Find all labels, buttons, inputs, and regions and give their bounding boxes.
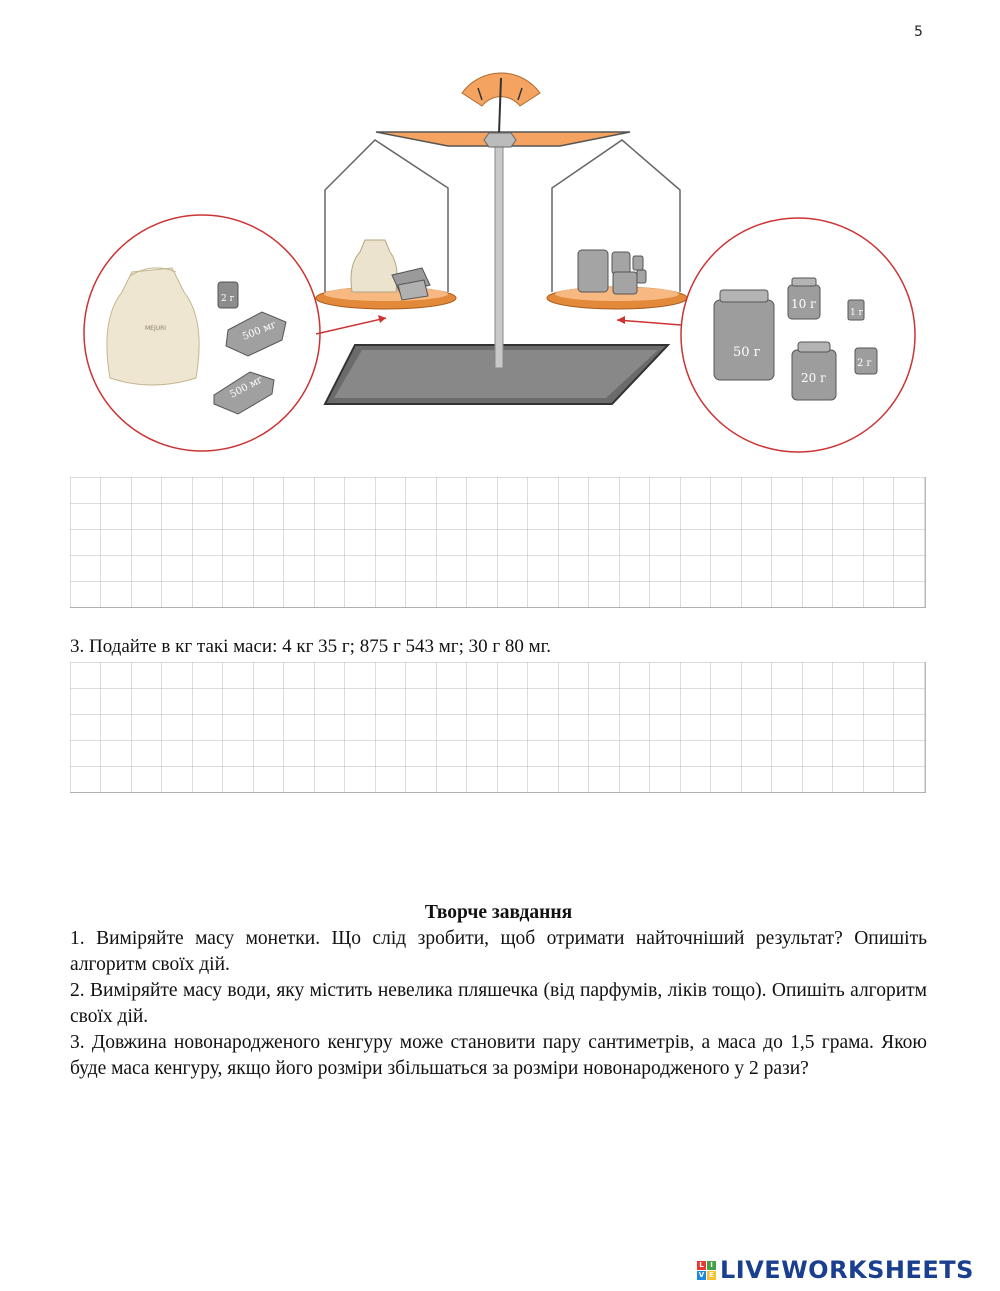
svg-text:2 г: 2 г bbox=[221, 294, 235, 304]
liveworksheets-logo bbox=[697, 1256, 974, 1284]
page-number: 5 bbox=[914, 24, 923, 40]
creative-task-section bbox=[70, 900, 927, 1082]
svg-text:10 г: 10 г bbox=[791, 297, 817, 311]
creative-item-1: 1. Виміряйте масу монетки. Що слід зробити, щоб отримати найточніший результат? Опишіть алгоритм своїх дій. bbox=[70, 928, 927, 975]
svg-text:2 г: 2 г bbox=[857, 358, 872, 369]
scale-post bbox=[495, 138, 503, 368]
logo-text: LIVEWORKSHEETS bbox=[720, 1256, 974, 1284]
balance-scale-illustration bbox=[0, 0, 1000, 460]
bag-label: MEJURI bbox=[145, 325, 167, 332]
small-weight-50 bbox=[578, 250, 608, 292]
svg-text:20 г: 20 г bbox=[801, 371, 827, 385]
svg-text:50 г: 50 г bbox=[733, 345, 761, 360]
logo-block-icon: L I V E bbox=[697, 1261, 716, 1280]
creative-item-3: 3. Довжина новонародженого кенгуру може становити пару сантиметрів, а маса до 1,5 грама. Якою буде маса кенгуру, якщо його розміри збільшаться за розміри новонародженого у 2 рази? bbox=[70, 1032, 927, 1079]
weight-50g bbox=[714, 300, 774, 380]
svg-text:500 мг: 500 мг bbox=[228, 374, 265, 401]
svg-text:1 г: 1 г bbox=[850, 308, 864, 318]
answer-grid-2[interactable] bbox=[70, 662, 926, 793]
task3-text: 3. Подайте в кг такі маси: 4 кг 35 г; 875 г 543 мг; 30 г 80 мг. bbox=[70, 636, 552, 657]
creative-item-2: 2. Виміряйте масу води, яку містить невелика пляшечка (від парфумів, ліків тощо). Опишіть алгоритм своїх дій. bbox=[70, 980, 927, 1027]
small-bag bbox=[351, 240, 397, 292]
svg-text:500 мг: 500 мг bbox=[241, 319, 278, 343]
creative-title: Творче завдання bbox=[424, 902, 573, 923]
answer-grid-1[interactable] bbox=[70, 477, 926, 608]
